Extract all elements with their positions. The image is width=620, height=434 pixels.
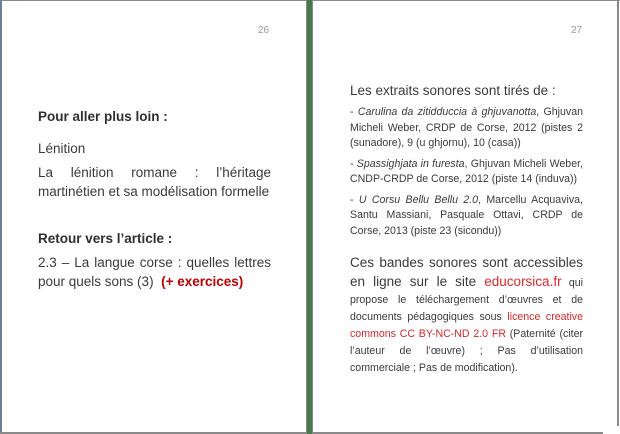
page-content [350, 81, 583, 376]
link-license[interactable]: licence creative commons CC BY-NC-ND 2.0 FR [350, 311, 583, 340]
link-lenition-romane[interactable]: La lénition romane : l’héritage martinétien et sa modélisation formelle [38, 165, 271, 199]
source-details: , Marcellu Acquaviva, Santu Massiani, Pasquale Ottavi, CRDP de Corse, 2013 (piste 23 (sicondu)) [350, 193, 583, 237]
source-details: , Ghjuvan Micheli Weber, CRDP de Corse, 2012 (pistes 2 (sunadore), 9 (u ghjornu), 10 (casa)) [350, 106, 583, 149]
frame-right-border [617, 0, 619, 426]
source-item [350, 193, 583, 240]
heading-return-article: Retour vers l’article : [38, 231, 173, 246]
source-title: Carulina da zitidduccia à ghjuvanotta [357, 106, 537, 118]
list-dash: - [350, 193, 359, 206]
sources-intro: Les extraits sonores sont tirés de : [350, 83, 556, 98]
link-lenition[interactable]: Lénition [38, 141, 86, 156]
source-item [350, 105, 583, 152]
return-article-paragraph [38, 253, 271, 291]
list-dash: - [350, 106, 358, 118]
heading-further-reading: Pour aller plus loin : [38, 109, 168, 124]
link-article-2-3[interactable]: 2.3 – La langue corse : quelles lettres pour quels sons (3) [38, 255, 271, 289]
page-number: 27 [571, 25, 583, 36]
list-dash: - [350, 157, 357, 170]
source-item [350, 157, 583, 188]
link-educorsica[interactable]: educorsica.fr [484, 274, 562, 289]
access-paragraph [350, 253, 583, 376]
page-content [38, 107, 271, 291]
access-text-middle: qui propose le téléchargement d’œuvres et de documents pédagogiques sous [350, 277, 583, 323]
source-title: U Corsu Bellu Bellu 2.0 [358, 193, 479, 206]
page-26 [2, 1, 306, 432]
access-text: Ces bandes sonores sont accessibles en ligne sur le site [350, 255, 583, 289]
source-details: , Ghjuvan Micheli Weber, CNDP-CRDP de Corse, 2012 (piste 14 (induva)) [350, 157, 583, 185]
link-exercises[interactable]: (+ exercices) [161, 274, 244, 289]
page-number: 26 [258, 25, 270, 36]
license-details: (Paternité (citer l’auteur de l’œuvre) ; Pas d’utilisation commerciale ; Pas de modification). [350, 328, 583, 374]
page-divider [306, 0, 313, 434]
page-27 [313, 1, 617, 432]
source-title: Spassighjata in furesta [356, 157, 465, 170]
